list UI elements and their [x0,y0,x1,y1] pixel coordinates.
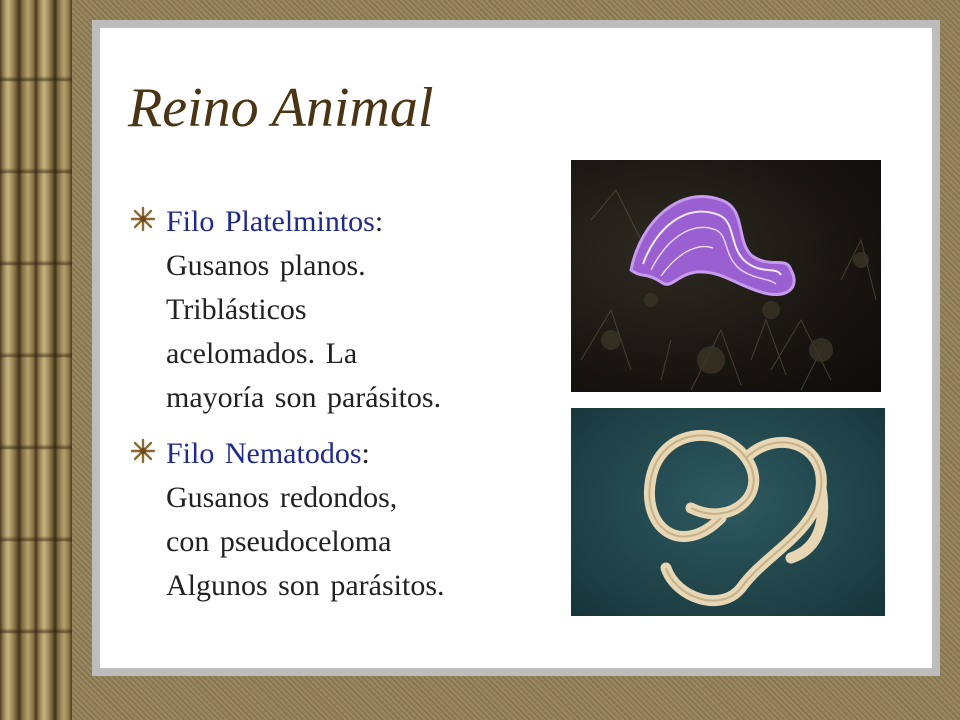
bullet-platelmintos [130,200,470,420]
bullet-nematodos [130,432,470,608]
bullet-star-icon [130,206,156,232]
bullet-line: mayoría son parásitos. [166,381,442,414]
bullet-line: Gusanos planos. [166,249,366,282]
bullet-list [130,200,470,620]
bullet-line: Triblásticos [166,293,307,326]
roundworm-photo [571,408,885,616]
bullet-term: Filo Nematodos [166,437,362,470]
bullet-line: acelomados. La [166,337,358,370]
bullet-star-icon [130,438,156,464]
bullet-text: Filo Nematodos: Gusanos redondos, con pseudoceloma Algunos son parásitos. [166,437,445,602]
bullet-line: Gusanos redondos, [166,481,398,514]
bamboo-border-decoration [0,0,72,720]
slide-title: Reino Animal [128,77,434,139]
bullet-line: con pseudoceloma [166,525,392,558]
bullet-line: Algunos son parásitos. [166,569,445,602]
flatworm-photo [571,160,881,392]
slide-content [100,28,932,668]
bullet-text: Filo Platelmintos: Gusanos planos. Triblásticos acelomados. La mayoría son parásitos. [166,205,442,414]
bullet-term: Filo Platelmintos [166,205,375,238]
slide-frame [92,20,940,676]
